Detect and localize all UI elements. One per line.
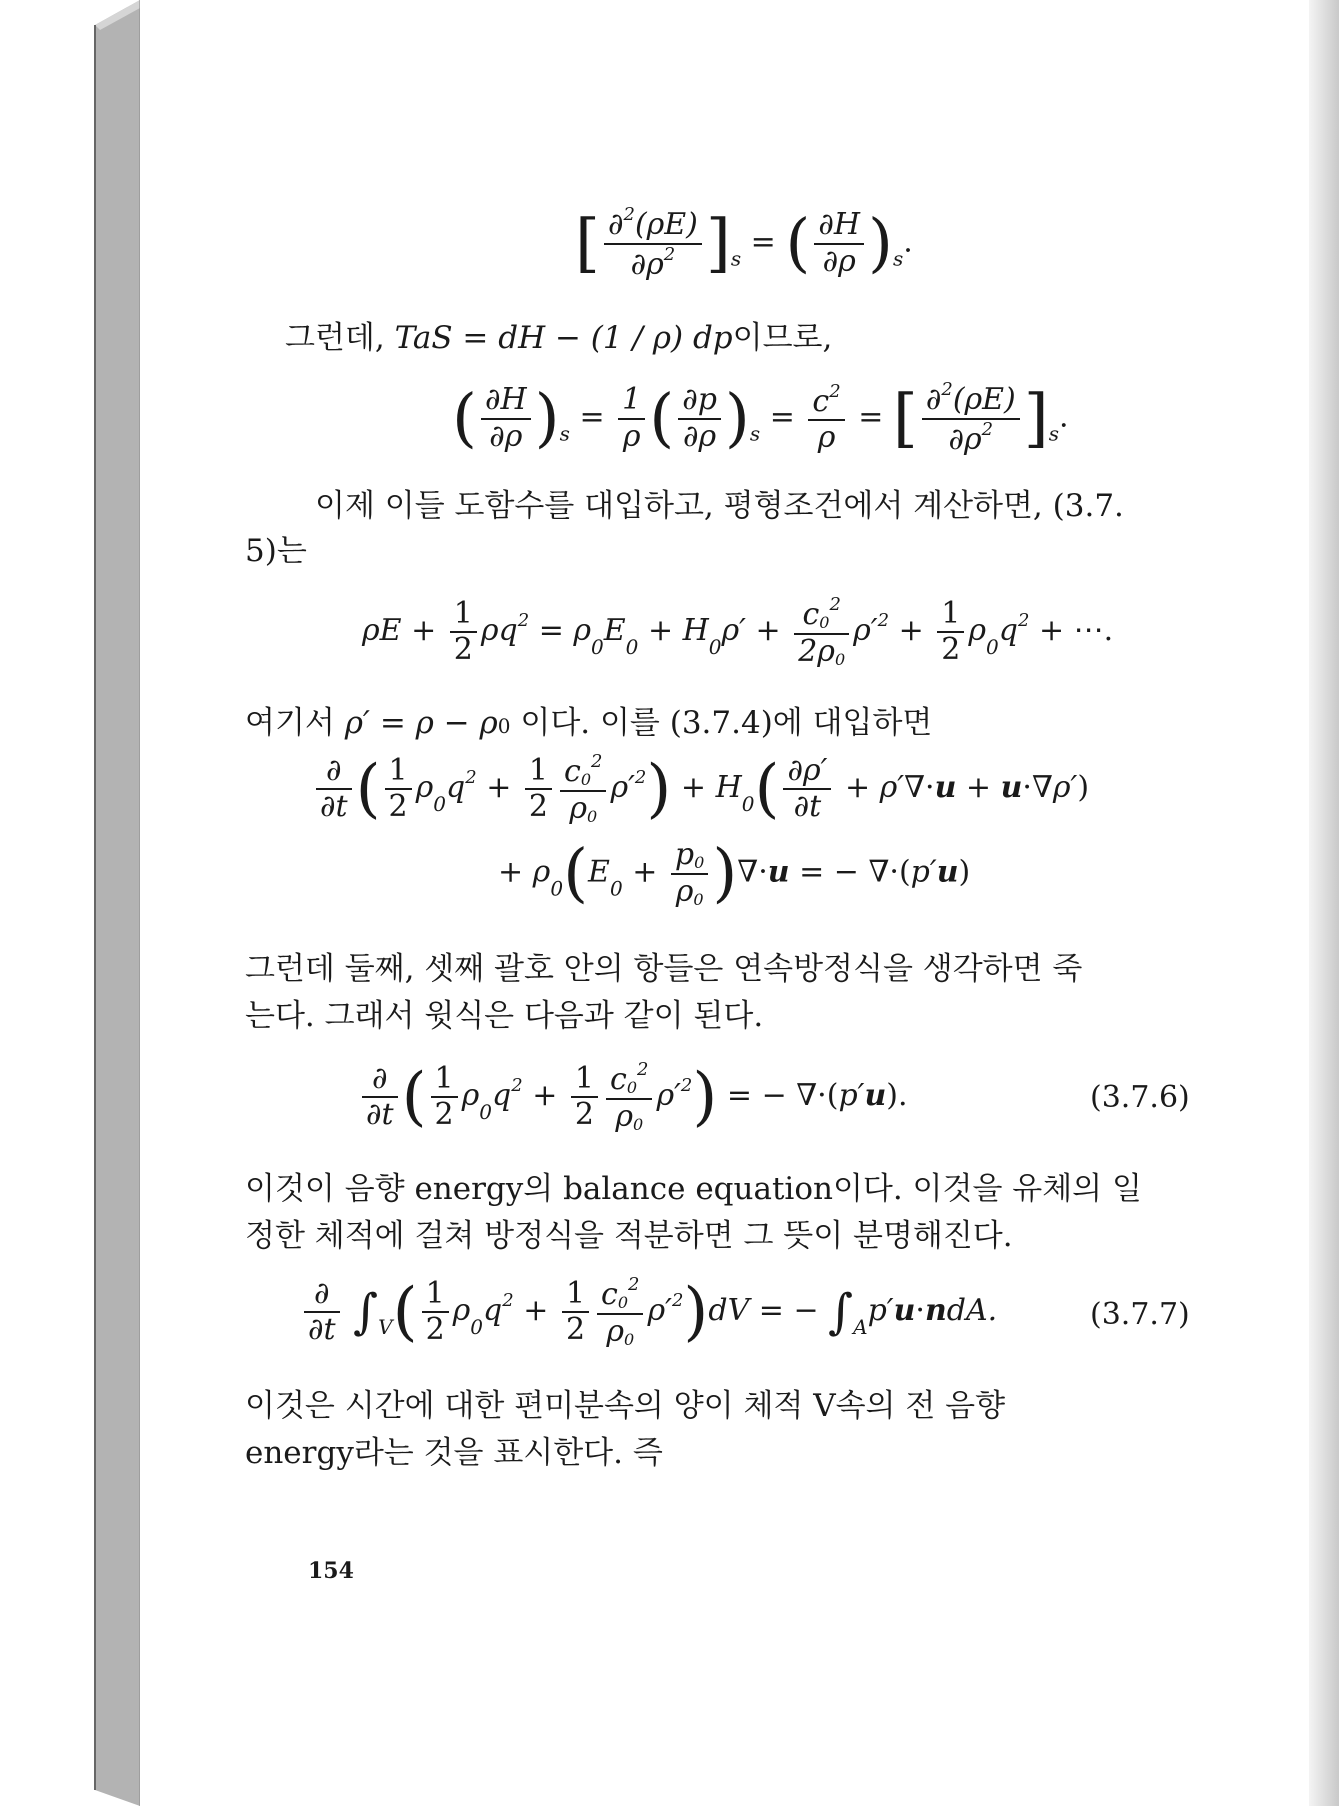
text-fragment: 이다. 이를 (3.7.4)에 대입하면 xyxy=(520,705,933,741)
text-line-7: 이것이 음향 energy의 balance equation이다. 이것을 유체의 일 xyxy=(245,1171,1142,1207)
inline-math-subscript: 0 xyxy=(497,714,511,738)
equation-enthalpy-derivative: ( $\frac{\partial H}{\partial\rho}$ )$_s$ = $\frac{1}{\rho}$ ( $\frac{\partial p}{\partial\rho}$ )$_s$ = $\frac{c^2}{\rho}$ = [ $\frac{\partial^2(\rho E)}{\partial\rho^2}$ ]$_s$. xyxy=(452,379,1069,457)
text-fragment: 여기서 xyxy=(245,705,335,741)
text-line-3: 5)는 xyxy=(245,533,307,569)
inline-math-rho-prime xyxy=(345,705,511,741)
equation-energy-balance-line2: + $\rho_0(E_0$ + $\frac{p_0}{\rho_0}$ )∇·u = − ∇·(p′u) xyxy=(498,836,971,911)
text-line-1 xyxy=(285,312,832,357)
inline-math-body: ρ′ = ρ − ρ xyxy=(344,705,498,741)
text-line-6: 는다. 그래서 윗식은 다음과 같이 된다. xyxy=(245,998,764,1034)
text-fragment: 그런데, xyxy=(285,320,385,356)
page-edge-shadow xyxy=(1309,0,1339,1806)
book-spine-graphic xyxy=(0,0,140,1806)
document-page xyxy=(140,0,1309,1806)
text-line-10: energy라는 것을 표시한다. 즉 xyxy=(245,1435,663,1471)
book-spine xyxy=(0,0,140,1806)
text-line-2: 이제 이들 도함수를 대입하고, 평형조건에서 계산하면, (3.7. xyxy=(315,488,1124,524)
equation-3-7-6: $\frac{\partial}{\partial t}$ ( $\frac{1}{2}$ $\rho_0q^2$ + $\frac{1}{2}$ $\frac{c_0^2}{\rho_0}$ $\rho'^2$) = − ∇·(p′u). xyxy=(358,1060,908,1134)
page-number: 154 xyxy=(308,1558,354,1584)
equation-energy-expansion: ρE + $\frac{1}{2}$ $\rho q^2 = \rho_0E_0 + H_0\rho'$ + $\frac{c_0^2}{2\rho_0}$ $\rho'^2$ + $\frac{1}{2}$ $\rho_0q^2$ + ⋯. xyxy=(362,594,1114,669)
text-line-4 xyxy=(245,697,932,742)
text-line-9: 이것은 시간에 대한 편미분속의 양이 체적 V속의 전 음향 xyxy=(245,1388,1006,1424)
equation-number-3-7-7: (3.7.7) xyxy=(1090,1297,1190,1332)
text-line-5: 그런데 둘째, 셋째 괄호 안의 항들은 연속방정식을 생각하면 죽 xyxy=(245,951,1083,987)
inline-math-tds: TaS = dH − (1 / ρ) dp xyxy=(394,320,733,356)
text-fragment: 이므로, xyxy=(732,320,833,356)
equation-energy-balance-line1: $\frac{\partial}{\partial t}$ ( $\frac{1}{2}$ $\rho_0q^2$ + $\frac{1}{2}$ $\frac{c_0^2}{\rho_0}$ $\rho'^2) + H_0$( $\frac{\partial\rho'}{\partial t}$ + ρ′∇·u + u·∇ρ′) xyxy=(312,752,1089,826)
equation-3-7-7: $\frac{\partial}{\partial t}$ $\int_V$( $\frac{1}{2}$ $\rho_0q^2$ + $\frac{1}{2}$ $\frac{c_0^2}{\rho_0}$ $\rho'^2)dV$ = − $\int_Ap'u\cdot ndA$. xyxy=(300,1275,997,1349)
equation-second-derivative: [ $\frac{\partial^2(\rho E)}{\partial\rho^2}$ ]$_s$ = ( $\frac{\partial H}{\partial\rho}$ )$_s$. xyxy=(575,204,913,282)
text-line-8: 정한 체적에 걸쳐 방정식을 적분하면 그 뜻이 분명해진다. xyxy=(245,1218,1013,1254)
equation-number-3-7-6: (3.7.6) xyxy=(1090,1080,1190,1115)
